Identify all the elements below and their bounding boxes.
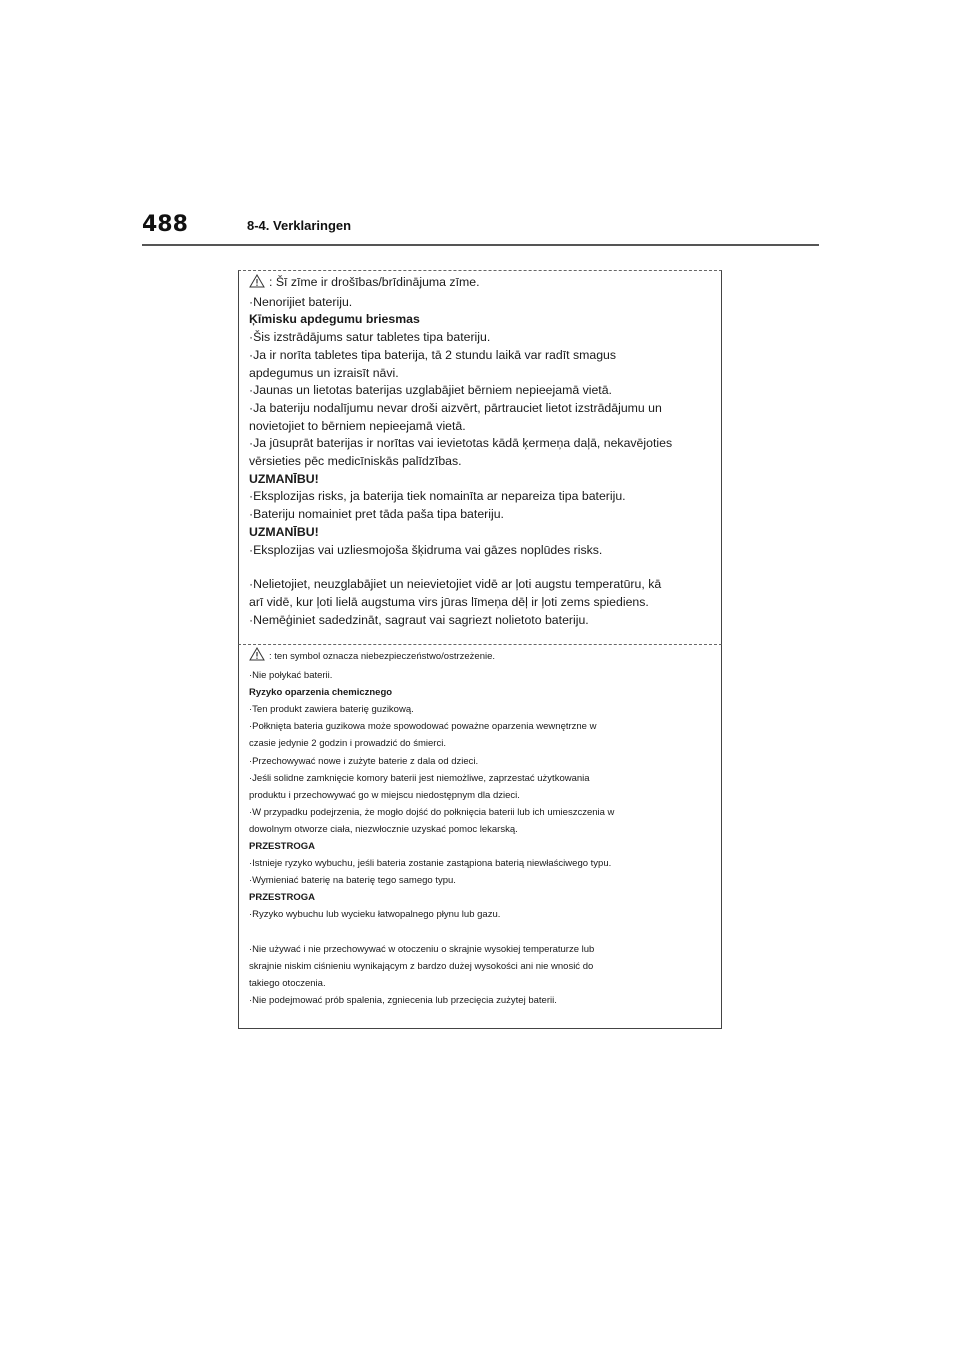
warning-line: ·Ja jūsuprāt baterijas ir norītas vai ievietotas kādā ķermeņa daļā, nekavējoties: [249, 436, 673, 451]
warning-line: ·Jeśli solidne zamknięcie komory baterii jest niemożliwe, zaprzestać użytkowania: [249, 772, 590, 784]
latvian-warning-box: [238, 270, 722, 645]
warning-line: ·Nemēģiniet sadedzināt, sagraut vai sagriezt nolietoto bateriju.: [249, 612, 589, 627]
warning-line: ·Istnieje ryzyko wybuchu, jeśli bateria zostanie zastąpiona baterią niewłaściwego typu.: [249, 858, 612, 870]
spacer: [249, 924, 711, 941]
section-title: 8-4. Verklaringen: [247, 218, 352, 233]
warning-line: ·Nie połykać baterii.: [249, 670, 333, 682]
warning-line: produktu i przechowywać go w miejscu niedostępnym dla dzieci.: [249, 789, 520, 801]
warning-line: ·W przypadku podejrzenia, że mogło dojść do połknięcia baterii lub ich umieszczenia w: [249, 806, 615, 818]
warning-line: vērsieties pēc medicīniskās palīdzības.: [249, 454, 462, 469]
warning-line: ·Ja bateriju nodalījumu nevar droši aizvērt, pārtrauciet lietot izstrādājumu un: [249, 400, 662, 415]
warning-line: ·Nie podejmować prób spalenia, zgniecenia lub przecięcia zużytej baterii.: [249, 994, 557, 1006]
warning-line: ·Bateriju nomainiet pret tāda paša tipa bateriju.: [249, 507, 504, 522]
warning-line: arī vidē, kur ļoti lielā augstuma virs jūras līmeņa dēļ ir ļoti zems spiediens.: [249, 594, 649, 609]
warning-line: apdegumus un izraisīt nāvi.: [249, 365, 399, 380]
warning-heading: PRZESTROGA: [249, 892, 315, 904]
warning-triangle-icon: [249, 647, 265, 667]
warning-line: : Šī zīme ir drošības/brīdinājuma zīme.: [249, 274, 711, 294]
spacer: [249, 559, 711, 576]
page-number: 488: [142, 212, 188, 237]
warning-line: ·Eksplozijas vai uzliesmojoša šķidruma vai gāzes noplūdes risks.: [249, 542, 603, 557]
warning-line: czasie jedynie 2 godzin i prowadzić do śmierci.: [249, 738, 446, 750]
warning-line: ·Przechowywać nowe i zużyte baterie z dala od dzieci.: [249, 755, 479, 767]
warning-line: ·Ja ir norīta tabletes tipa baterija, tā 2 stundu laikā var radīt smagus: [249, 347, 617, 362]
warning-line: ·Połknięta bateria guzikowa może spowodować poważne oparzenia wewnętrzne w: [249, 721, 597, 733]
warning-line: novietojiet to bērniem nepieejamā vietā.: [249, 418, 466, 433]
warning-heading: UZMANĪBU!: [249, 471, 319, 486]
warning-heading: Ķīmisku apdegumu briesmas: [249, 312, 420, 327]
warning-line: ·Šis izstrādājums satur tabletes tipa bateriju.: [249, 330, 491, 345]
warning-line: ·Nie używać i nie przechowywać w otoczeniu o skrajnie wysokiej temperaturze lub: [249, 943, 595, 955]
warning-line: ·Nelietojiet, neuzglabājiet un neievietojiet vidē ar ļoti augstu temperatūru, kā: [249, 577, 662, 592]
warning-line: dowolnym otworze ciała, niezwłocznie uzyskać pomoc lekarską.: [249, 823, 518, 835]
warning-line: ·Ryzyko wybuchu lub wycieku łatwopalnego płynu lub gazu.: [249, 909, 501, 921]
warning-heading: UZMANĪBU!: [249, 524, 319, 539]
warning-heading: PRZESTROGA: [249, 841, 315, 853]
warning-triangle-icon: [249, 274, 265, 294]
warning-line: : ten symbol oznacza niebezpieczeństwo/ostrzeżenie.: [249, 647, 711, 667]
warning-line: ·Ten produkt zawiera baterię guzikową.: [249, 704, 414, 716]
warning-line: ·Nenorijiet bateriju.: [249, 294, 353, 309]
warning-line: ·Eksplozijas risks, ja baterija tiek nomainīta ar nepareiza tipa bateriju.: [249, 489, 626, 504]
warning-line: ·Jaunas un lietotas baterijas uzglabājiet bērniem nepieejamā vietā.: [249, 383, 612, 398]
warning-line: skrajnie niskim ciśnieniu wynikającym z bardzo dużej wysokości ani nie wnosić do: [249, 960, 594, 972]
polish-warning-box: [238, 645, 722, 1029]
warning-line: takiego otoczenia.: [249, 977, 326, 989]
warning-heading: Ryzyko oparzenia chemicznego: [249, 687, 393, 699]
header-divider: [142, 244, 819, 246]
warning-line: ·Wymieniać baterię na baterię tego samego typu.: [249, 875, 456, 887]
